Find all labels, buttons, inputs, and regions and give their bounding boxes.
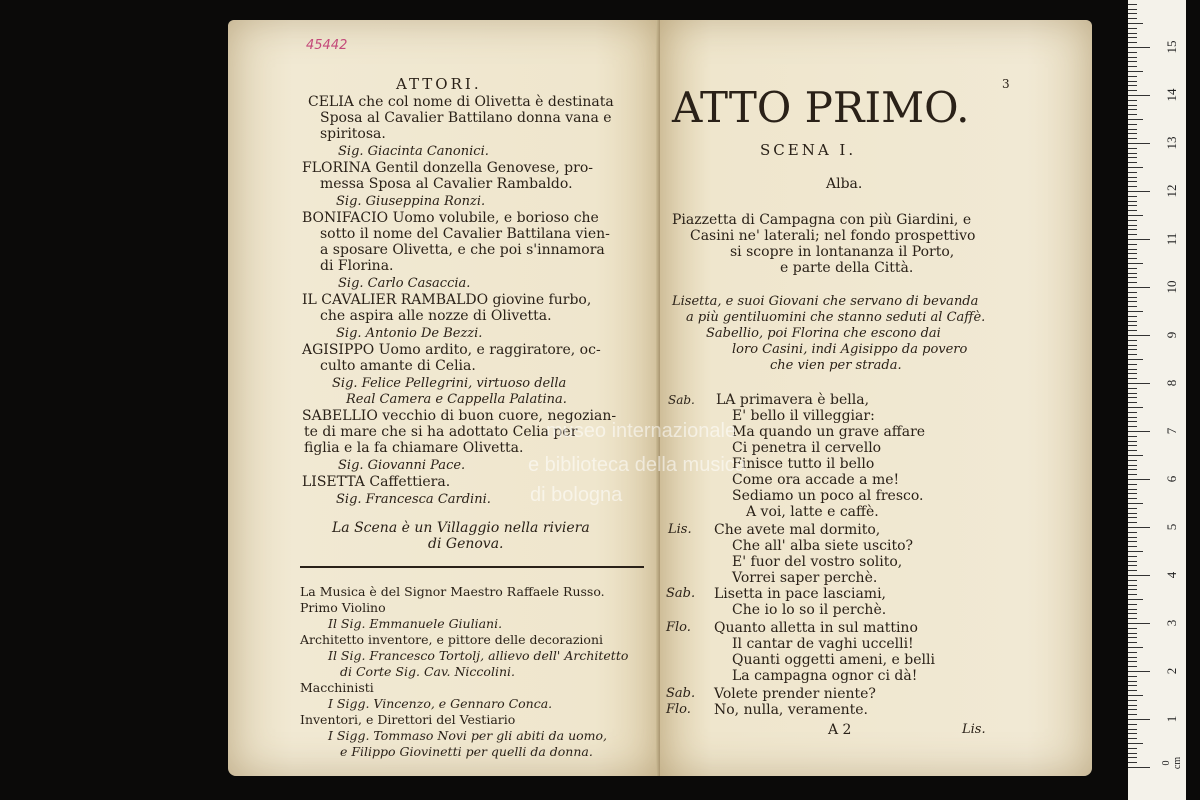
scene-note-2: di Genova. xyxy=(428,536,504,552)
ruler-tick xyxy=(1128,465,1137,466)
ruler-tick xyxy=(1128,253,1137,254)
ruler-tick xyxy=(1128,287,1150,288)
ruler-tick xyxy=(1128,589,1137,590)
ruler-tick xyxy=(1128,124,1137,125)
ruler-tick xyxy=(1128,580,1137,581)
ruler-tick xyxy=(1128,469,1137,470)
open-book xyxy=(228,14,1098,784)
ruler-tick xyxy=(1128,551,1143,552)
singer-bonifacio: Sig. Carlo Casaccia. xyxy=(338,276,471,291)
credit-costume-title: Inventori, e Direttori del Vestiario xyxy=(300,712,516,727)
ruler-tick xyxy=(1128,340,1137,341)
stage-direction-5: che vien per strada. xyxy=(770,358,902,373)
speaker-flo-1: Flo. xyxy=(666,620,691,635)
ruler-tick xyxy=(1128,167,1143,168)
ruler-tick xyxy=(1128,705,1137,706)
ruler-tick xyxy=(1128,402,1137,403)
ruler-tick xyxy=(1128,23,1143,24)
ruler-tick xyxy=(1128,225,1137,226)
singer-celia: Sig. Giacinta Canonici. xyxy=(338,144,489,159)
ruler-tick xyxy=(1128,541,1137,542)
ruler-unit-label: 0 cm xyxy=(1161,756,1183,770)
ruler-tick xyxy=(1128,455,1143,456)
ruler-tick xyxy=(1128,767,1150,768)
act-title: ATTO PRIMO. xyxy=(672,83,970,132)
ruler-tick xyxy=(1128,210,1137,211)
ruler-tick xyxy=(1128,311,1143,312)
cast-sabellio-2: te di mare che si ha adottato Celia per xyxy=(304,424,578,440)
ruler-tick xyxy=(1128,148,1137,149)
ruler-mark: 3 xyxy=(1164,619,1179,627)
ruler-tick xyxy=(1128,522,1137,523)
stage-direction-3: Sabellio, poi Florina che escono dai xyxy=(706,326,941,341)
singer-sabellio: Sig. Giovanni Pace. xyxy=(338,458,466,473)
ruler-tick xyxy=(1128,33,1137,34)
ruler-tick xyxy=(1128,282,1137,283)
ruler-tick xyxy=(1128,263,1143,264)
ruler-tick xyxy=(1128,527,1150,528)
credit-costume-names-2: e Filippo Giovinetti per quelli da donna. xyxy=(340,744,593,759)
ruler-tick xyxy=(1128,100,1137,101)
ruler-tick xyxy=(1128,397,1137,398)
ruler-tick xyxy=(1128,436,1137,437)
singer-agisippo: Sig. Felice Pellegrini, virtuoso della xyxy=(332,376,567,391)
ruler-tick xyxy=(1128,172,1137,173)
ruler-tick xyxy=(1128,186,1137,187)
ruler-tick xyxy=(1128,493,1137,494)
speaker-sab-3: Sab. xyxy=(666,686,696,701)
ruler-tick xyxy=(1128,733,1137,734)
verse-line: Sediamo un poco al fresco. xyxy=(732,488,924,504)
ruler-tick xyxy=(1128,570,1137,571)
ruler-tick xyxy=(1128,743,1143,744)
section-divider xyxy=(300,566,644,568)
ruler-tick xyxy=(1128,661,1137,662)
ruler-tick xyxy=(1128,177,1137,178)
ruler-tick xyxy=(1128,321,1137,322)
ruler-tick xyxy=(1128,18,1137,19)
cast-florina-1: FLORINA Gentil donzella Genovese, pro- xyxy=(302,160,593,176)
signature-mark: A 2 xyxy=(828,722,852,738)
ruler-mark: 11 xyxy=(1164,232,1179,246)
cast-sabellio-3: figlia e la fa chiamare Olivetta. xyxy=(304,440,524,456)
ruler-tick xyxy=(1128,109,1137,110)
ruler-tick xyxy=(1128,441,1137,442)
ruler-tick xyxy=(1128,330,1137,331)
ruler-tick xyxy=(1128,637,1137,638)
ruler-tick xyxy=(1128,133,1137,134)
ruler-tick xyxy=(1128,268,1137,269)
credit-violin-name: Il Sig. Emmanuele Giuliani. xyxy=(328,616,503,631)
shelfmark-annotation: 45442 xyxy=(306,38,348,53)
ruler-tick xyxy=(1128,388,1137,389)
speaker-flo-2: Flo. xyxy=(666,702,691,717)
ruler-tick xyxy=(1128,234,1137,235)
cast-florina-2: messa Sposa al Cavalier Rambaldo. xyxy=(320,176,573,192)
speaker-lis: Lis. xyxy=(668,522,692,537)
ruler-tick xyxy=(1128,81,1137,82)
verse-line: E' bello il villeggiar: xyxy=(732,408,875,424)
ruler-mark: 1 xyxy=(1164,715,1179,723)
ruler-tick xyxy=(1128,114,1137,115)
watermark-line-3: di bologna xyxy=(530,484,623,506)
ruler-tick xyxy=(1128,229,1137,230)
ruler-tick xyxy=(1128,258,1137,259)
ruler-tick xyxy=(1128,609,1137,610)
ruler-tick xyxy=(1128,220,1137,221)
singer-lisetta: Sig. Francesca Cardini. xyxy=(336,492,491,507)
ruler-tick xyxy=(1128,729,1137,730)
ruler-tick xyxy=(1128,695,1143,696)
ruler-tick xyxy=(1128,546,1137,547)
ruler-tick xyxy=(1128,306,1137,307)
ruler-tick xyxy=(1128,762,1137,763)
setting-line-3: si scopre in lontananza il Porto, xyxy=(730,244,955,260)
ruler-tick xyxy=(1128,594,1137,595)
credit-music: La Musica è del Signor Maestro Raffaele Russo. xyxy=(300,584,605,599)
ruler-mark: 13 xyxy=(1164,136,1179,150)
credit-architect-name-2: di Corte Sig. Cav. Niccolini. xyxy=(340,664,515,679)
ruler-tick xyxy=(1128,273,1137,274)
ruler-tick xyxy=(1128,249,1137,250)
ruler-tick xyxy=(1128,292,1137,293)
ruler-tick xyxy=(1128,76,1137,77)
ruler-tick xyxy=(1128,138,1137,139)
credit-machinists-names: I Sigg. Vincenzo, e Gennaro Conca. xyxy=(328,696,553,711)
verse-line: Vorrei saper perchè. xyxy=(732,570,878,586)
cast-sabellio-1: SABELLIO vecchio di buon cuore, negozian- xyxy=(302,408,617,424)
ruler-tick xyxy=(1128,508,1137,509)
ruler-tick xyxy=(1128,393,1137,394)
ruler-tick xyxy=(1128,585,1137,586)
singer-agisippo-2: Real Camera e Cappella Palatina. xyxy=(346,392,567,407)
stage-direction-2: a più gentiluomini che stanno seduti al Caffè. xyxy=(686,310,986,325)
ruler-tick xyxy=(1128,561,1137,562)
ruler-tick xyxy=(1128,503,1143,504)
ruler-tick xyxy=(1128,613,1137,614)
right-page xyxy=(660,20,1092,776)
cast-bonifacio-4: di Florina. xyxy=(320,258,394,274)
watermark-line-2: e biblioteca della musica xyxy=(528,454,746,476)
ruler-tick xyxy=(1128,412,1137,413)
ruler-mark: 4 xyxy=(1164,571,1179,579)
verse-line: Volete prender niente? xyxy=(714,686,876,702)
ruler-tick xyxy=(1128,85,1137,86)
ruler-tick xyxy=(1128,642,1137,643)
ruler-tick xyxy=(1128,671,1150,672)
singer-florina: Sig. Giuseppina Ronzi. xyxy=(336,194,486,209)
ruler-tick xyxy=(1128,407,1143,408)
ruler-tick xyxy=(1128,479,1150,480)
ruler-tick xyxy=(1128,335,1150,336)
cast-rambaldo-1: IL CAVALIER RAMBALDO giovine furbo, xyxy=(302,292,592,308)
ruler-tick xyxy=(1128,450,1137,451)
ruler-tick xyxy=(1128,325,1137,326)
ruler-tick xyxy=(1128,157,1137,158)
setting-line-2: Casini ne' laterali; nel fondo prospettivo xyxy=(690,228,976,244)
singer-rambaldo: Sig. Antonio De Bezzi. xyxy=(336,326,483,341)
ruler-tick xyxy=(1128,666,1137,667)
ruler-tick xyxy=(1128,532,1137,533)
ruler-tick xyxy=(1128,757,1137,758)
ruler-tick xyxy=(1128,753,1137,754)
ruler-tick xyxy=(1128,421,1137,422)
ruler-tick xyxy=(1128,119,1143,120)
ruler-tick xyxy=(1128,378,1137,379)
ruler-tick xyxy=(1128,460,1137,461)
cast-celia-2: Sposa al Cavalier Battilano donna vana e xyxy=(320,110,612,126)
ruler-tick xyxy=(1128,484,1137,485)
ruler-tick xyxy=(1128,181,1137,182)
ruler-tick xyxy=(1128,537,1137,538)
ruler-tick xyxy=(1128,426,1137,427)
ruler-tick xyxy=(1128,153,1137,154)
watermark-line-1: museo internazionale xyxy=(546,420,737,442)
ruler-mark: 5 xyxy=(1164,523,1179,531)
verse-line: Ma quando un grave affare xyxy=(732,424,926,440)
verse-line: Che all' alba siete uscito? xyxy=(732,538,914,554)
ruler-tick xyxy=(1128,700,1137,701)
cast-rambaldo-2: che aspira alle nozze di Olivetta. xyxy=(320,308,552,324)
credit-architect-name: Il Sig. Francesco Tortolj, allievo dell' Architetto xyxy=(328,648,629,663)
ruler-tick xyxy=(1128,191,1150,192)
cast-celia-3: spiritosa. xyxy=(320,126,386,142)
ruler-mark: 10 xyxy=(1164,280,1179,294)
speaker-sab-2: Sab. xyxy=(666,586,696,601)
cast-agisippo-2: culto amante di Celia. xyxy=(320,358,476,374)
verse-line: Come ora accade a me! xyxy=(732,472,900,488)
ruler-tick xyxy=(1128,71,1143,72)
ruler-tick xyxy=(1128,143,1150,144)
ruler-tick xyxy=(1128,489,1137,490)
ruler-tick xyxy=(1128,349,1137,350)
ruler-tick xyxy=(1128,373,1137,374)
ruler-tick xyxy=(1128,599,1143,600)
ruler-tick xyxy=(1128,205,1137,206)
ruler-mark: 14 xyxy=(1164,88,1179,102)
ruler-tick xyxy=(1128,364,1137,365)
ruler-tick xyxy=(1128,13,1137,14)
verse-line: La campagna ognor ci dà! xyxy=(732,668,918,684)
scene-note-1: La Scena è un Villaggio nella riviera xyxy=(332,520,590,536)
ruler-mark: 12 xyxy=(1164,184,1179,198)
scene-heading: SCENA I. xyxy=(760,141,857,159)
credit-machinists-title: Macchinisti xyxy=(300,680,374,695)
ruler-tick xyxy=(1128,129,1137,130)
ruler-tick xyxy=(1128,57,1137,58)
ruler-mark: 9 xyxy=(1164,331,1179,339)
ruler-mark: 15 xyxy=(1164,40,1179,54)
verse-line: LA primavera è bella, xyxy=(716,392,870,408)
cast-celia-1: CELIA che col nome di Olivetta è destinata xyxy=(308,94,614,110)
cast-heading: ATTORI. xyxy=(396,75,482,93)
ruler-tick xyxy=(1128,719,1150,720)
ruler-tick xyxy=(1128,90,1137,91)
page-number: 3 xyxy=(1002,77,1010,91)
stage-direction-4: loro Casini, indi Agisippo da povero xyxy=(732,342,968,357)
verse-line: A voi, latte e caffè. xyxy=(746,504,879,520)
ruler-tick xyxy=(1128,685,1137,686)
credit-architect-title: Architetto inventore, e pittore delle decorazioni xyxy=(300,632,604,647)
verse-line: Quanto alletta in sul mattino xyxy=(714,620,918,636)
verse-line: E' fuor del vostro solito, xyxy=(732,554,903,570)
ruler-tick xyxy=(1128,714,1137,715)
ruler-tick xyxy=(1128,277,1137,278)
credit-costume-names: I Sigg. Tommaso Novi per gli abiti da uomo, xyxy=(328,728,608,743)
measurement-ruler xyxy=(1128,0,1186,800)
ruler-tick xyxy=(1128,575,1150,576)
ruler-tick xyxy=(1128,105,1137,106)
ruler-tick xyxy=(1128,748,1137,749)
ruler-tick xyxy=(1128,4,1137,5)
verse-line: Lisetta in pace lasciami, xyxy=(714,586,886,602)
ruler-tick xyxy=(1128,383,1150,384)
cast-bonifacio-2: sotto il nome del Cavalier Battilana vien- xyxy=(320,226,610,242)
ruler-tick xyxy=(1128,628,1137,629)
verse-line: Il cantar de vaghi uccelli! xyxy=(732,636,914,652)
ruler-tick xyxy=(1128,201,1137,202)
ruler-tick xyxy=(1128,345,1137,346)
ruler-tick xyxy=(1128,690,1137,691)
ruler-tick xyxy=(1128,474,1137,475)
ruler-tick xyxy=(1128,738,1137,739)
ruler-tick xyxy=(1128,369,1137,370)
ruler-tick xyxy=(1128,417,1137,418)
ruler-tick xyxy=(1128,359,1143,360)
ruler-tick xyxy=(1128,604,1137,605)
left-page xyxy=(228,20,660,776)
ruler-tick xyxy=(1128,66,1137,67)
ruler-tick xyxy=(1128,239,1150,240)
scene-time: Alba. xyxy=(826,176,863,192)
ruler-tick xyxy=(1128,42,1137,43)
ruler-tick xyxy=(1128,513,1137,514)
credit-violin-title: Primo Violino xyxy=(300,600,386,615)
setting-line-4: e parte della Città. xyxy=(780,260,914,276)
verse-line: Che io lo so il perchè. xyxy=(732,602,887,618)
ruler-tick xyxy=(1128,244,1137,245)
ruler-tick xyxy=(1128,445,1137,446)
ruler-tick xyxy=(1128,517,1137,518)
cast-agisippo-1: AGISIPPO Uomo ardito, e raggiratore, oc- xyxy=(302,342,601,358)
ruler-tick xyxy=(1128,301,1137,302)
cast-bonifacio-3: a sposare Olivetta, e che poi s'innamora xyxy=(320,242,605,258)
ruler-tick xyxy=(1128,618,1137,619)
ruler-tick xyxy=(1128,657,1137,658)
cast-lisetta-1: LISETTA Caffettiera. xyxy=(302,474,451,490)
ruler-tick xyxy=(1128,709,1137,710)
ruler-tick xyxy=(1128,556,1137,557)
ruler-tick xyxy=(1128,47,1150,48)
ruler-mark: 6 xyxy=(1164,475,1179,483)
verse-line: No, nulla, veramente. xyxy=(714,702,868,718)
ruler-mark: 8 xyxy=(1164,379,1179,387)
ruler-mark: 2 xyxy=(1164,667,1179,675)
ruler-tick xyxy=(1128,676,1137,677)
ruler-tick xyxy=(1128,9,1137,10)
ruler-tick xyxy=(1128,297,1137,298)
ruler-tick xyxy=(1128,565,1137,566)
setting-line-1: Piazzetta di Campagna con più Giardini, e xyxy=(672,212,972,228)
ruler-tick xyxy=(1128,95,1150,96)
catchword: Lis. xyxy=(962,722,986,737)
ruler-tick xyxy=(1128,28,1137,29)
ruler-tick xyxy=(1128,162,1137,163)
ruler-tick xyxy=(1128,724,1137,725)
ruler-tick xyxy=(1128,215,1143,216)
verse-line: Che avete mal dormito, xyxy=(714,522,881,538)
ruler-tick xyxy=(1128,498,1137,499)
verse-line: Ci penetra il cervello xyxy=(732,440,882,456)
ruler-tick xyxy=(1128,196,1137,197)
ruler-tick xyxy=(1128,647,1143,648)
ruler-tick xyxy=(1128,633,1137,634)
ruler-tick xyxy=(1128,52,1137,53)
ruler-tick xyxy=(1128,61,1137,62)
ruler-tick xyxy=(1128,681,1137,682)
verse-line: Finisce tutto il bello xyxy=(732,456,875,472)
ruler-mark: 7 xyxy=(1164,427,1179,435)
verse-line: Quanti oggetti ameni, e belli xyxy=(732,652,935,668)
cast-bonifacio-1: BONIFACIO Uomo volubile, e borioso che xyxy=(302,210,599,226)
stage-direction-1: Lisetta, e suoi Giovani che servano di bevanda xyxy=(672,294,979,309)
speaker-sab-1: Sab. xyxy=(668,393,695,407)
ruler-tick xyxy=(1128,316,1137,317)
ruler-tick xyxy=(1128,354,1137,355)
ruler-tick xyxy=(1128,652,1137,653)
ruler-tick xyxy=(1128,37,1137,38)
ruler-tick xyxy=(1128,431,1150,432)
ruler-tick xyxy=(1128,623,1150,624)
